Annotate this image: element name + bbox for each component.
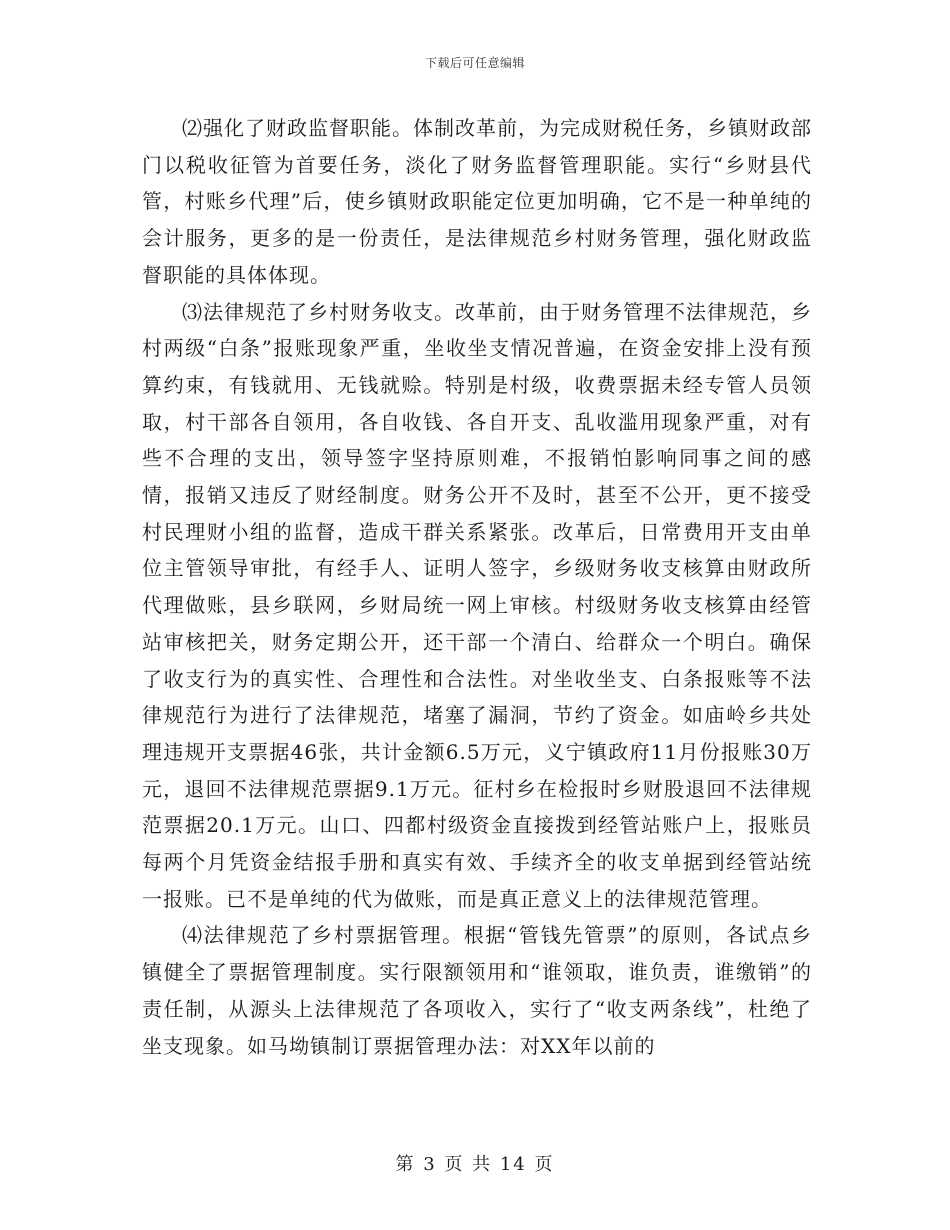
paragraph-3: ⑶法律规范了乡村财务收支。改革前，由于财务管理不法律规范，乡村两级“白条”报账现象严重，坐收坐支情况普遍，在资金安排上没有预算约束，有钱就用、无钱就赊。特别是村级，收费票据未经专管人员领取，村干部各自领用，各自收钱、各自开支、乱收滥用现象严重，对有些不合理的支出，领导签字坚持原则难，不报销怕影响同事之间的感情，报销又违反了财经制度。财务公开不及时，甚至不公开，更不接受村民理财小组的监督，造成干群关系紧张。改革后，日常费用开支由单位主管领导审批，有经手人、证明人签字，乡级财务收支核算由财政所代理做账，县乡联网，乡财局统一网上审核。村级财务收支核算由经管站审核把关，财务定期公开，还干部一个清白、给群众一个明白。确保了收支行为的真实性、合理性和合法性。对坐收坐支、白条报账等不法律规范行为进行了法律规范，堵塞了漏洞，节约了资金。如庙岭乡共处理违规开支票据46张，共计金额6.5万元，义宁镇政府11月份报账30万元，退回不法律规范票据9.1万元。征村乡在检报时乡财股退回不法律规范票据20.1万元。山口、四都村级资金直接拨到经管站账户上，报账员每两个月凭资金结报手册和真实有效、手续齐全的收支单据到经管站统一报账。已不是单纯的代为做账，而是真正意义上的法律规范管理。 — [142, 299, 812, 911]
paragraph-2: ⑵强化了财政监督职能。体制改革前，为完成财税任务，乡镇财政部门以税收征管为首要任务，淡化了财务监督管理职能。实行“乡财县代管，村账乡代理”后，使乡镇财政职能定位更加明确，它不是一种单纯的会计服务，更多的是一份责任，是法律规范乡村财务管理，强化财政监督职能的具体体现。 — [142, 116, 812, 287]
document-body — [142, 110, 812, 1064]
paragraph-4: ⑷法律规范了乡村票据管理。根据“管钱先管票”的原则，各试点乡镇健全了票据管理制度。实行限额领用和“谁领取，谁负责，谁缴销”的责任制，从源头上法律规范了各项收入，实行了“收支两条线”，杜绝了坐支现象。如马坳镇制订票据管理办法：对XX年以前的 — [142, 923, 812, 1058]
page-header: 下载后可任意编辑 — [424, 56, 525, 70]
page-number-footer: 第 3 页 共 14 页 — [395, 1154, 555, 1175]
